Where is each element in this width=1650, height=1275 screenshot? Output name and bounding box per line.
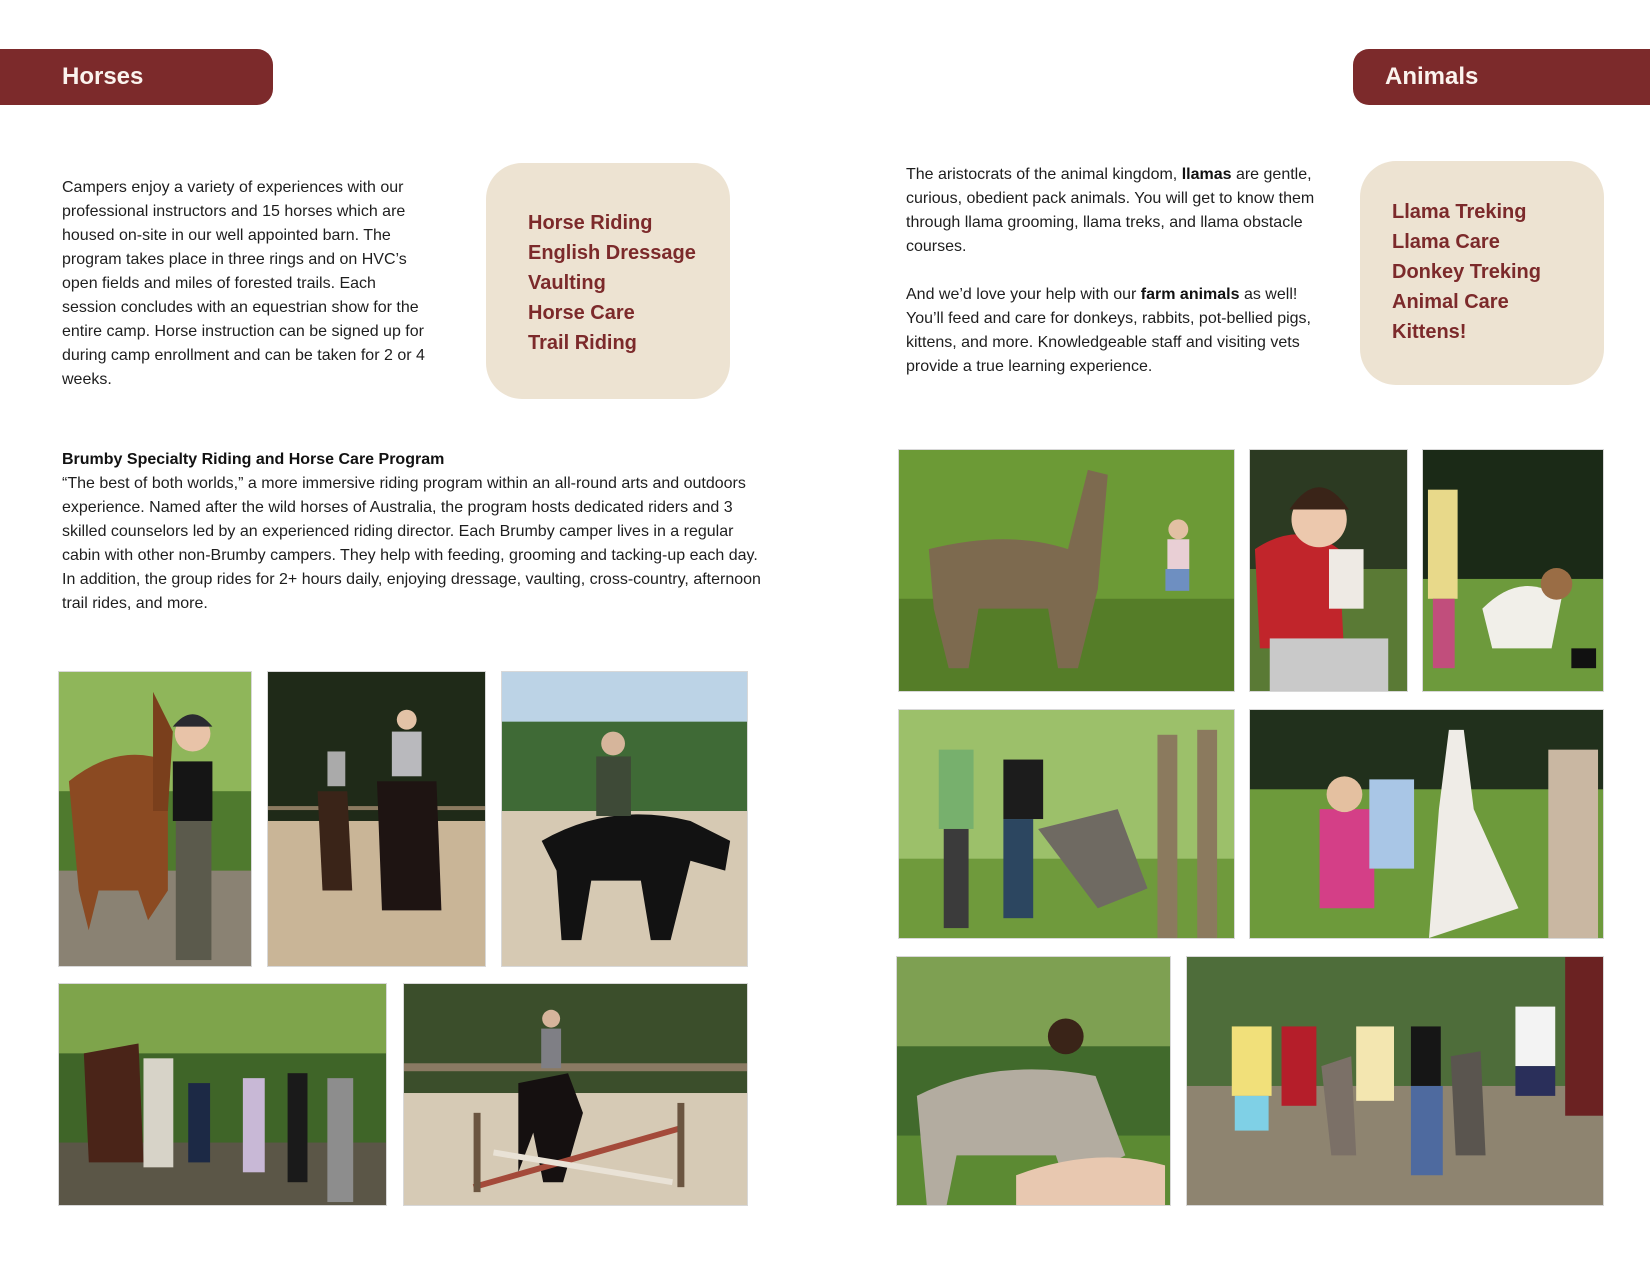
- activity-item: Horse Care: [528, 302, 635, 324]
- animals-activities-list: [1392, 197, 1604, 347]
- animals-intro-text: [906, 163, 1326, 379]
- donkey-photo-icon: [1187, 957, 1603, 1205]
- horses-activities-list: [528, 208, 730, 358]
- activity-item: Vaulting: [528, 272, 606, 294]
- activity-item: Horse Riding: [528, 212, 653, 234]
- photo-girl-with-kitten: [1249, 449, 1408, 692]
- photo-campers-with-kitten: [1422, 449, 1604, 692]
- photo-horse-jumping: [403, 983, 748, 1206]
- animals-activities-box: [1360, 161, 1604, 385]
- donkey-photo-icon: [897, 957, 1170, 1205]
- brumby-program-section: [62, 448, 762, 616]
- horse-photo-icon: [59, 984, 386, 1205]
- photo-camper-with-donkey-fence: [898, 709, 1235, 939]
- llamas-paragraph: The aristocrats of the animal kingdom, llamas are gentle, curious, obedient pack animals. You will get to know them through llama grooming, llama treks, and llama obstacle courses.: [906, 166, 1315, 255]
- kitten-photo-icon: [1250, 450, 1407, 691]
- photo-camper-hugging-donkey: [896, 956, 1171, 1206]
- brumby-description: “The best of both worlds,” a more immersive riding program within an all-round arts and outdoors experience. Named after the wild horses of Australia, the program hosts dedicated riders and 3 skilled counselors led by an experienced riding director. Each Brumby camper lives in a regular cabin with other non-Brumby campers. They help with feeding, grooming and tacking-up each day. In addition, the group rides for 2+ hours daily, enjoying dressage, vaulting, cross-country, afternoon trail rides, and more.: [62, 475, 761, 612]
- horse-photo-icon: [59, 672, 251, 966]
- horse-photo-icon: [268, 672, 485, 966]
- horse-photo-icon: [404, 984, 747, 1205]
- activity-item: Llama Care: [1392, 231, 1500, 253]
- horses-intro-text: Campers enjoy a variety of experiences with our professional instructors and 15 horses which are housed on-site in our well appointed barn. The program takes place in three rings and on HVC’s open fields and miles of forested trails. Each session concludes with an equestrian show for the entire camp. Horse instruction can be signed up for during camp enrollment and can be taken for 2 or 4 weeks.: [62, 179, 425, 388]
- activity-item: Animal Care: [1392, 291, 1509, 313]
- photo-rider-black-horse: [501, 671, 748, 967]
- brumby-heading: Brumby Specialty Riding and Horse Care Program: [62, 451, 445, 468]
- activity-item: Llama Treking: [1392, 201, 1527, 223]
- activity-item: Donkey Treking: [1392, 261, 1541, 283]
- horses-title: Horses: [62, 63, 144, 90]
- photo-group-at-barn: [58, 983, 387, 1206]
- farm-animals-paragraph: And we’d love your help with our farm animals as well! You’ll feed and care for donkeys, rabbits, pot-bellied pigs, kittens, and more. Knowledgeable staff and visiting vets provide a true learning experience.: [906, 286, 1311, 375]
- donkey-photo-icon: [899, 710, 1234, 938]
- activity-item: Kittens!: [1392, 321, 1467, 343]
- activity-item: English Dressage: [528, 242, 696, 264]
- kitten-photo-icon: [1423, 450, 1603, 691]
- llama-photo-icon: [1250, 710, 1603, 938]
- animals-section-banner: [1353, 49, 1650, 105]
- animals-title: Animals: [1385, 63, 1479, 90]
- horses-activities-box: [486, 163, 730, 399]
- photo-children-grooming-llama: [1249, 709, 1604, 939]
- photo-girl-with-horse: [58, 671, 252, 967]
- horse-photo-icon: [502, 672, 747, 966]
- photo-girl-leading-llama: [898, 449, 1235, 692]
- activity-item: Trail Riding: [528, 332, 637, 354]
- llama-photo-icon: [899, 450, 1234, 691]
- photo-riders-in-ring: [267, 671, 486, 967]
- horses-section-banner: [0, 49, 273, 105]
- photo-group-with-donkeys: [1186, 956, 1604, 1206]
